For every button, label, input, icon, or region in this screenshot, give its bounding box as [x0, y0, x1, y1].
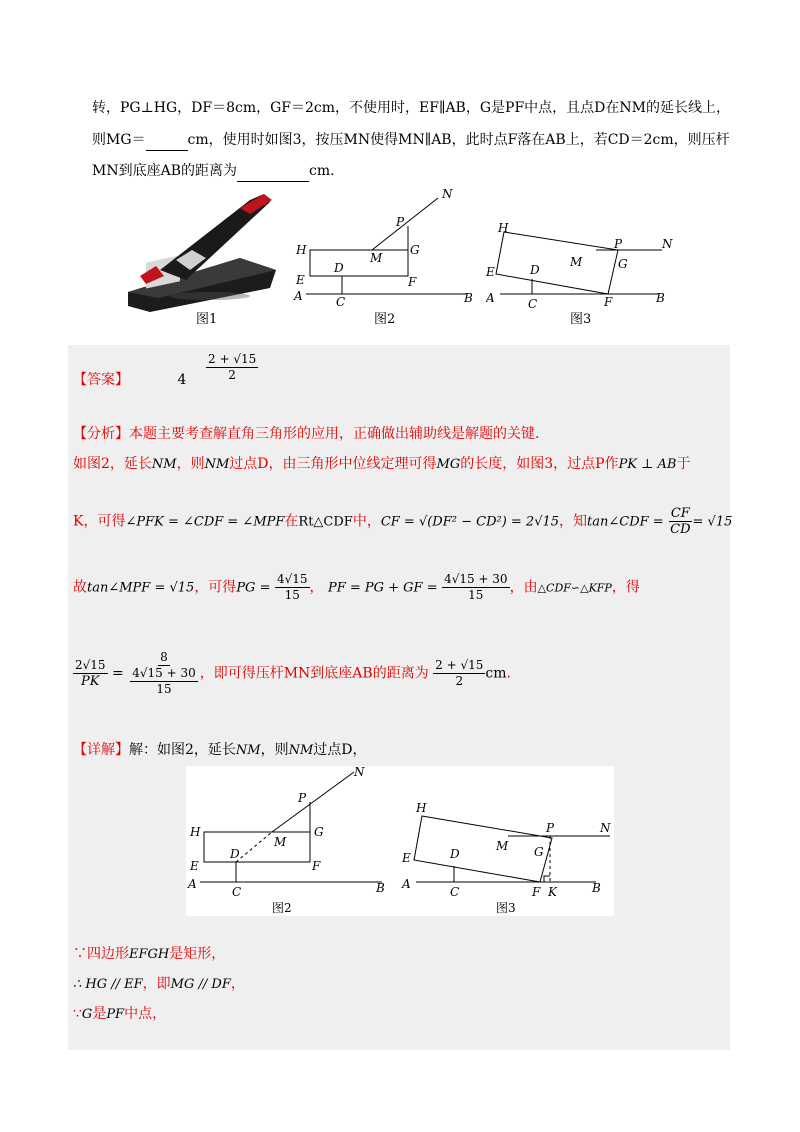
question-text: cm，使用时如图3，按压MN使得MN∥AB，此时点F落在AB上，若CD＝2cm，则压杆 — [187, 132, 730, 148]
analysis-text: 故 — [73, 579, 87, 596]
detail-text: ， — [230, 976, 245, 992]
frac-num: 2√15 — [75, 658, 106, 672]
point-label-n: N — [442, 187, 453, 201]
frac-den: CD — [670, 522, 691, 537]
math: = √15 — [692, 514, 733, 530]
point-label-g: G — [410, 243, 420, 257]
detail-step-2 — [73, 974, 245, 995]
math: CF = √(DF² − CD²) = 2√15 — [380, 514, 560, 530]
analysis-text: ，由 — [509, 579, 538, 596]
fig1-caption: 图1 — [196, 312, 218, 327]
analysis-text: ，得 — [611, 579, 640, 596]
point-label-n: N — [662, 237, 673, 251]
detail-fig2-caption: 图2 — [272, 901, 292, 915]
frac-num: 4√15 — [276, 572, 308, 586]
point-label-k: K — [548, 885, 557, 899]
math: ∴ HG // EF — [73, 977, 143, 992]
analysis-label: 【分析】 — [73, 426, 129, 442]
answer-row — [73, 370, 186, 390]
question-line-1: 转，PG⊥HG，DF＝8cm，GF＝2cm，不使用时，EF∥AB，G是PF中点，且点D在NM的延长线上， — [92, 100, 730, 116]
math: NM — [204, 457, 230, 472]
point-label-h: H — [498, 221, 509, 235]
frac-den: 2 — [455, 674, 464, 688]
question-line-3 — [92, 161, 335, 182]
detail-text: 中点， — [124, 1006, 167, 1022]
point-label-e: E — [190, 859, 199, 873]
detail-text: 过点D， — [313, 742, 367, 758]
point-label-e: E — [296, 273, 305, 287]
analysis-text: 本题主要考查解直角三角形的应用，正确做出辅助线是解题的关键. — [129, 426, 540, 442]
point-label-d: D — [334, 261, 344, 275]
point-label-c: C — [528, 297, 538, 311]
math: NM — [151, 457, 177, 472]
math: G — [81, 1007, 93, 1022]
point-label-p: P — [614, 237, 623, 251]
fig2-caption: 图2 — [374, 312, 396, 327]
point-label-c: C — [232, 885, 242, 899]
point-label-g: G — [314, 825, 324, 839]
analysis-text: ，即可得压杆MN到底座AB的距离为 — [199, 665, 429, 682]
point-label-c: C — [336, 295, 346, 309]
fig3-caption: 图3 — [570, 312, 592, 327]
frac-den: 15 — [468, 588, 484, 602]
point-label-f: F — [312, 859, 321, 873]
figure-3 — [486, 220, 676, 320]
point-label-c: C — [450, 885, 460, 899]
math: MG // DF — [170, 977, 231, 992]
answer-blank-2 — [237, 161, 309, 182]
detail-step-3 — [73, 1004, 166, 1025]
point-label-d: D — [450, 847, 460, 861]
point-label-f: F — [604, 295, 613, 309]
point-label-a: A — [402, 877, 411, 891]
analysis-text: 在 — [284, 513, 299, 530]
math: NM — [288, 743, 314, 758]
math: PF = PG + GF = — [327, 580, 438, 596]
detail-label: 【详解】 — [73, 742, 129, 758]
point-label-p: P — [546, 821, 555, 835]
frac-den: 2 — [228, 368, 236, 382]
analysis-text: 中， — [352, 513, 381, 530]
analysis-text: ，可得 — [194, 579, 237, 596]
answer-value-2 — [206, 352, 258, 383]
frac-den: 15 — [284, 588, 300, 602]
point-label-e: E — [402, 851, 411, 865]
answer-blank-1 — [146, 130, 188, 151]
math: PK ⊥ AB — [618, 457, 677, 472]
detail-figures — [186, 766, 614, 916]
detail-text: ，即 — [142, 976, 171, 992]
figure-2 — [290, 186, 480, 316]
math: tan∠CDF = — [587, 514, 664, 530]
question-line-2 — [92, 130, 730, 151]
point-label-h: H — [416, 801, 427, 815]
frac-num: 4√15 + 30 — [444, 572, 508, 586]
point-label-n: N — [600, 821, 611, 835]
analysis-text: 如图2，延长 — [73, 456, 152, 472]
point-label-d: D — [530, 263, 540, 277]
math: PF — [106, 1007, 125, 1022]
frac-num: CF — [670, 506, 690, 521]
math: NM — [235, 743, 261, 758]
detail-text: 是 — [92, 1006, 107, 1022]
detail-text: ，则 — [260, 742, 289, 758]
detail-row-1 — [73, 740, 367, 761]
point-label-a: A — [294, 289, 303, 303]
frac-den: PK — [81, 674, 100, 689]
math: EFGH — [129, 947, 170, 962]
question-text: 则MG＝ — [92, 132, 146, 148]
analysis-row-4: 故tan∠MPF = √15，可得PG = $\frac{4√15}{15}$ ， PF = PG + GF = $\frac{4√15 + 30}{15}$ ，由△CDF∽△KFP，得 — [73, 572, 640, 602]
point-label-e: E — [486, 265, 495, 279]
unit: cm — [485, 665, 507, 682]
analysis-text: 过点D，由三角形中位线定理可得 — [229, 456, 437, 472]
analysis-text: ，则 — [176, 456, 205, 472]
analysis-row-1 — [73, 424, 539, 444]
point-label-m: M — [370, 251, 383, 265]
detail-step-1 — [73, 944, 225, 965]
question-text: MN到底座AB的距离为 — [92, 163, 237, 179]
point-label-g: G — [618, 257, 628, 271]
point-label-a: A — [188, 877, 197, 891]
point-label-a: A — [486, 291, 495, 305]
point-label-p: P — [396, 215, 405, 229]
frac-num: 2 + √15 — [208, 352, 257, 366]
analysis-row-3 — [73, 506, 732, 537]
math: MG — [436, 457, 461, 472]
point-label-m: M — [274, 835, 287, 849]
analysis-text: 的长度，如图3，过点P作 — [460, 456, 619, 472]
detail-text: ∵四边形 — [73, 946, 129, 962]
math: tan∠MPF = √15 — [87, 580, 195, 596]
point-label-b: B — [592, 881, 601, 895]
detail-text: 解：如图2，延长 — [129, 742, 236, 758]
point-label-b: B — [656, 291, 665, 305]
frac-num: 4√15 + 30 — [132, 666, 196, 680]
math: ∠PFK = ∠CDF = ∠MPF — [125, 514, 285, 530]
point-label-b: B — [376, 881, 385, 895]
detail-text: ∵ — [73, 1006, 82, 1022]
point-label-d: D — [230, 847, 240, 861]
detail-fig3-caption: 图3 — [496, 901, 516, 915]
detail-figure-svg — [186, 766, 614, 916]
math: Rt△CDF — [298, 514, 353, 530]
point-label-n: N — [354, 766, 365, 779]
answer-label: 【答案】 — [73, 372, 129, 388]
question-text: cm. — [308, 163, 335, 179]
point-label-p: P — [298, 791, 307, 805]
point-label-m: M — [570, 255, 583, 269]
frac-num: 8 — [160, 650, 168, 664]
analysis-row-5: $\frac{2√15}{PK}$ = $\frac{8}{\frac{4√15 + 30}{15}}$ ，即可得压杆MN到底座AB的距离为 $\frac{2 + √15}{2}$ cm. — [75, 650, 511, 696]
point-label-m: M — [496, 839, 509, 853]
point-label-h: H — [296, 243, 307, 257]
analysis-row-2 — [73, 454, 690, 475]
analysis-text: K，可得 — [73, 513, 126, 530]
math: △CDF∽△KFP — [537, 581, 612, 595]
detail-text: 是矩形， — [169, 946, 226, 962]
math: PG = — [236, 580, 271, 596]
point-label-f: F — [408, 275, 417, 289]
analysis-text: 于 — [676, 456, 691, 472]
point-label-f: F — [532, 885, 541, 899]
stapler-photo — [120, 184, 280, 324]
point-label-g: G — [534, 845, 544, 859]
point-label-b: B — [464, 291, 473, 305]
analysis-text: ，知 — [559, 513, 588, 530]
answer-value-1: 4 — [177, 372, 187, 388]
frac-den: 15 — [156, 682, 172, 696]
frac-num: 2 + √15 — [435, 658, 484, 672]
point-label-h: H — [190, 825, 201, 839]
